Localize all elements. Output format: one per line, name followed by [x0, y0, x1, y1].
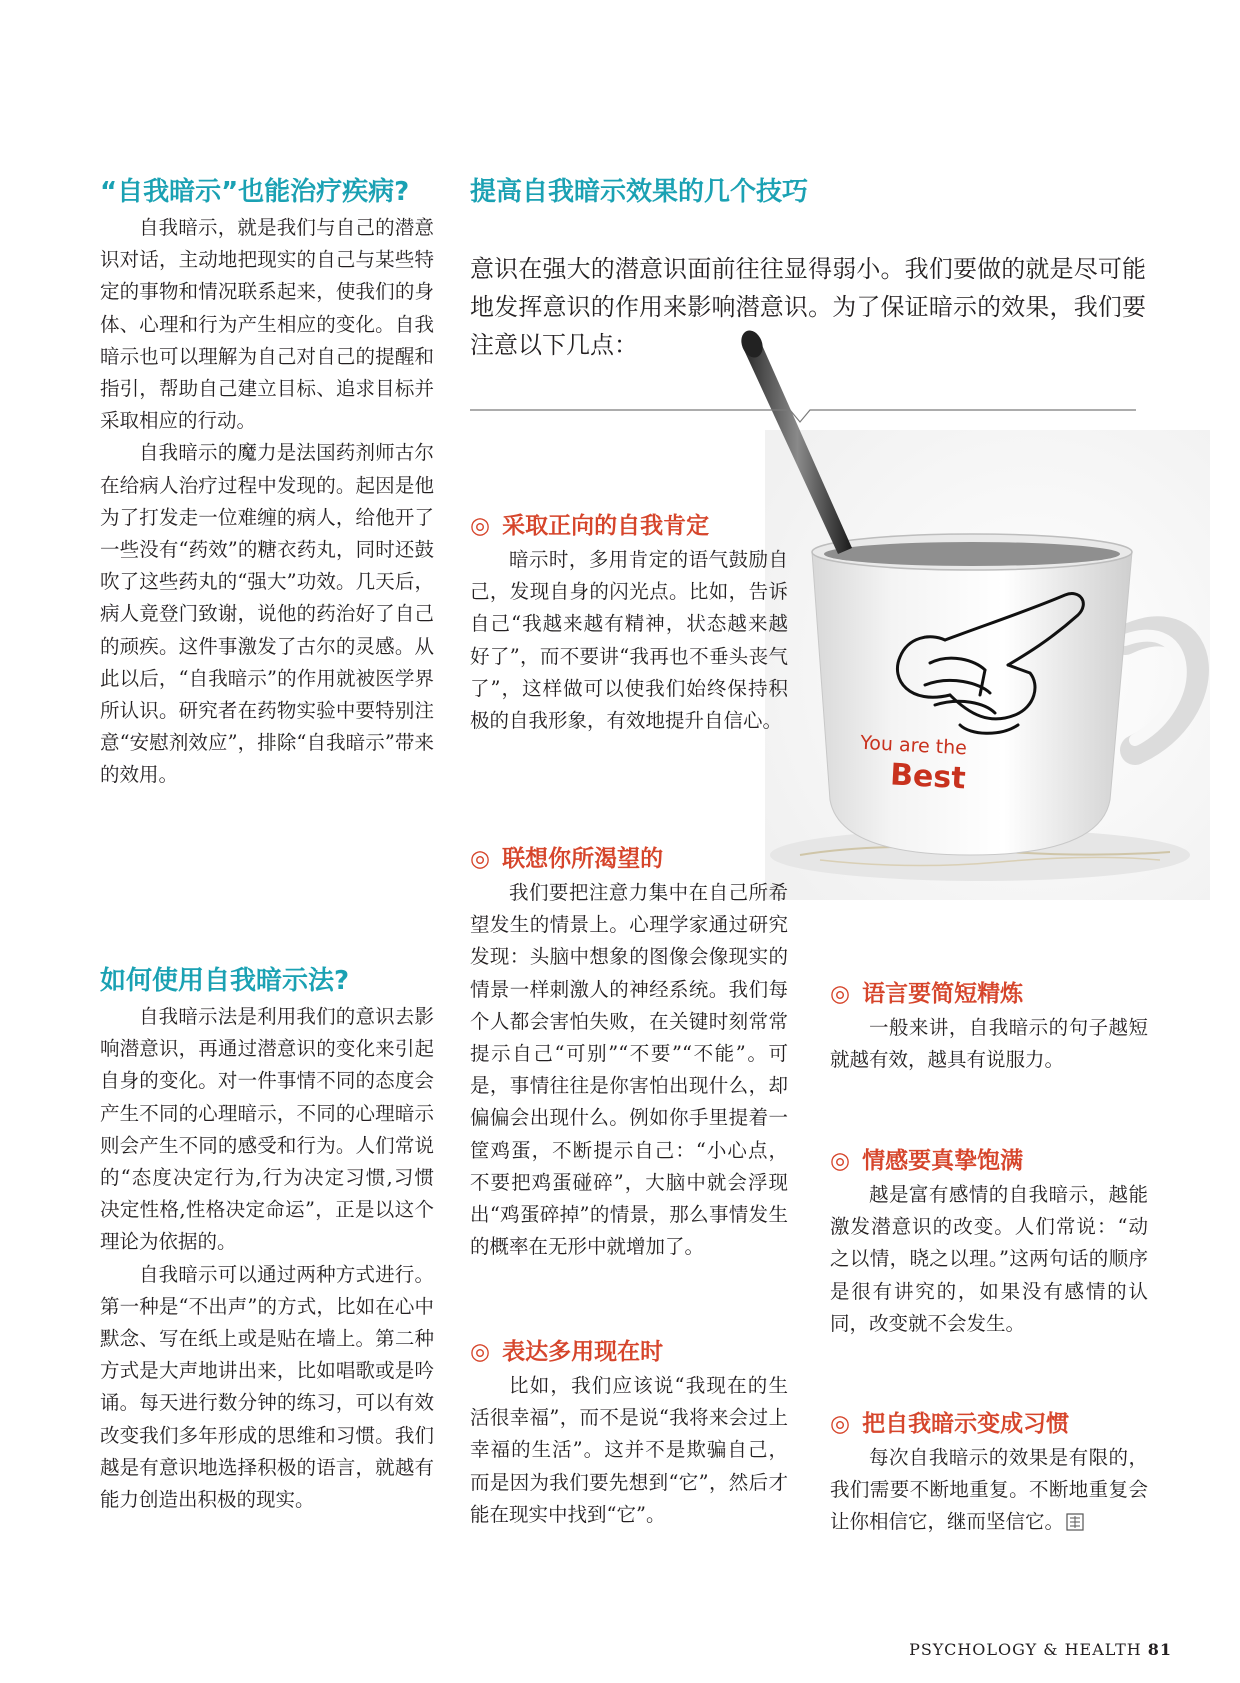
tip-text: 每次自我暗示的效果是有限的，我们需要不断地重复。不断地重复会让你相信它，继而坚信它。 [830, 1446, 1148, 1534]
bullet-icon: ◎ [470, 513, 491, 539]
tip-text: 一般来讲，自我暗示的句子越短就越有效，越具有说服力。 [830, 1016, 1148, 1072]
tip-text: 我们要把注意力集中在自己所希望发生的情景上。心理学家通过研究发现：头脑中想象的图像会像现实的情景一样刺激人的神经系统。我们每个人都会害怕失败，在关键时刻常常提示自己“可别”“不要”“不能”。可是，事情往往是你害怕出现什么，却偏偏会出现什么。例如你手里提着一筐鸡蛋，不断提示自己：“小心点，不要把鸡蛋碰碎”，大脑中就会浮现出“鸡蛋碎掉”的情景，那么事情发生的概率在无形中就增加了。 [470, 881, 788, 1259]
page-number: 81 [1147, 1640, 1172, 1659]
paragraph: 自我暗示的魔力是法国药剂师古尔在给病人治疗过程中发现的。起因是他为了打发走一位难缠的病人，给他开了一些没有“药效”的糖衣药丸，同时还鼓吹了这些药丸的“强大”功效。几天后，病人竟登门致谢，说他的药治好了自己的顽疾。这件事激发了古尔的灵感。从此以后，“自我暗示”的作用就被医学界所认识。研究者在药物实验中要特别注意“安慰剂效应”，排除“自我暗示”带来的效用。 [100, 441, 434, 787]
tips-intro: 意识在强大的潜意识面前往往显得弱小。我们要做的就是尽可能地发挥意识的作用来影响潜意识。为了保证暗示的效果，我们要注意以下几点： [470, 255, 1146, 359]
tip-title [470, 510, 788, 542]
bullet-icon: ◎ [830, 1148, 851, 1174]
tip-text: 暗示时，多用肯定的语气鼓励自己，发现自身的闪光点。比如，告诉自己“我越来越有精神，状态越来越好了”，而不要讲“我再也不垂头丧气了”，这样做可以使我们始终保持积极的自我形象，有效地提升自信心。 [470, 548, 788, 733]
cup-slogan-line2: Best [889, 757, 967, 797]
tip-block [830, 1408, 1148, 1539]
bullet-icon: ◎ [830, 981, 851, 1007]
paragraph: 自我暗示可以通过两种方式进行。第一种是“不出声”的方式，比如在心中默念、写在纸上或是贴在墙上。第二种方式是大声地讲出来，比如唱歌或是吟诵。每天进行数分钟的练习，可以有效改变我们多年形成的思维和习惯。我们越是有意识地选择积极的语言，就越有能力创造出积极的现实。 [100, 1262, 434, 1512]
page-footer [909, 1640, 1172, 1659]
bullet-icon: ◎ [830, 1411, 851, 1437]
section-body-self-suggestion-cure [100, 212, 434, 792]
section-heading-self-suggestion-cure: “自我暗示”也能治疗疾病? [100, 177, 410, 207]
tip-title [470, 843, 788, 875]
tip-title [830, 1145, 1148, 1177]
divider-line [470, 408, 1136, 428]
bullet-icon: ◎ [470, 1339, 491, 1365]
paragraph: 自我暗示，就是我们与自己的潜意识对话，主动地把现实的自己与某些特定的事物和情况联系起来，使我们的身体、心理和行为产生相应的变化。自我暗示也可以理解为自己对自己的提醒和指引，帮助自己建立目标、追求目标并采取相应的行动。 [100, 216, 434, 433]
tip-text: 比如，我们应该说“我现在的生活很幸福”，而不是说“我将来会过上幸福的生活”。这并不是欺骗自己，而是因为我们要先想到“它”，然后才能在现实中找到“它”。 [470, 1374, 788, 1526]
section-heading-how-to-use: 如何使用自我暗示法? [100, 966, 350, 996]
tip-block [830, 978, 1148, 1076]
tip-block [470, 510, 788, 737]
cup-slogan-line1: You are the [859, 731, 968, 760]
tip-title-text: 语言要简短精炼 [862, 981, 1024, 1007]
tip-title-text: 联想你所渴望的 [502, 846, 664, 872]
section-heading-tips: 提高自我暗示效果的几个技巧 [470, 177, 809, 207]
tip-block [470, 1336, 788, 1531]
end-mark-icon [1066, 1513, 1084, 1531]
tip-title [830, 1408, 1148, 1440]
tip-text-wrapper [830, 1442, 1148, 1539]
bullet-icon: ◎ [470, 846, 491, 872]
tip-title [830, 978, 1148, 1010]
tip-title-text: 把自我暗示变成习惯 [862, 1411, 1070, 1437]
tip-block [830, 1145, 1148, 1340]
tip-title-text: 采取正向的自我肯定 [502, 513, 710, 539]
section-body-how-to-use [100, 1001, 434, 1516]
tip-title-text: 表达多用现在时 [502, 1339, 664, 1365]
tip-text: 越是富有感情的自我暗示，越能激发潜意识的改变。人们常说：“动之以情，晓之以理。”这两句话的顺序是很有讲究的，如果没有感情的认同，改变就不会发生。 [830, 1183, 1148, 1335]
tip-title [470, 1336, 788, 1368]
paragraph: 自我暗示法是利用我们的意识去影响潜意识，再通过潜意识的变化来引起自身的变化。对一件事情不同的态度会产生不同的心理暗示，不同的心理暗示则会产生不同的感受和行为。人们常说的“态度决定行为,行为决定习惯,习惯决定性格,性格决定命运”，正是以这个理论为依据的。 [100, 1005, 434, 1254]
tip-block [470, 843, 788, 1263]
cup-inner [824, 542, 1120, 566]
magazine-name: PSYCHOLOGY & HEALTH [909, 1640, 1142, 1659]
tip-title-text: 情感要真挚饱满 [862, 1148, 1024, 1174]
